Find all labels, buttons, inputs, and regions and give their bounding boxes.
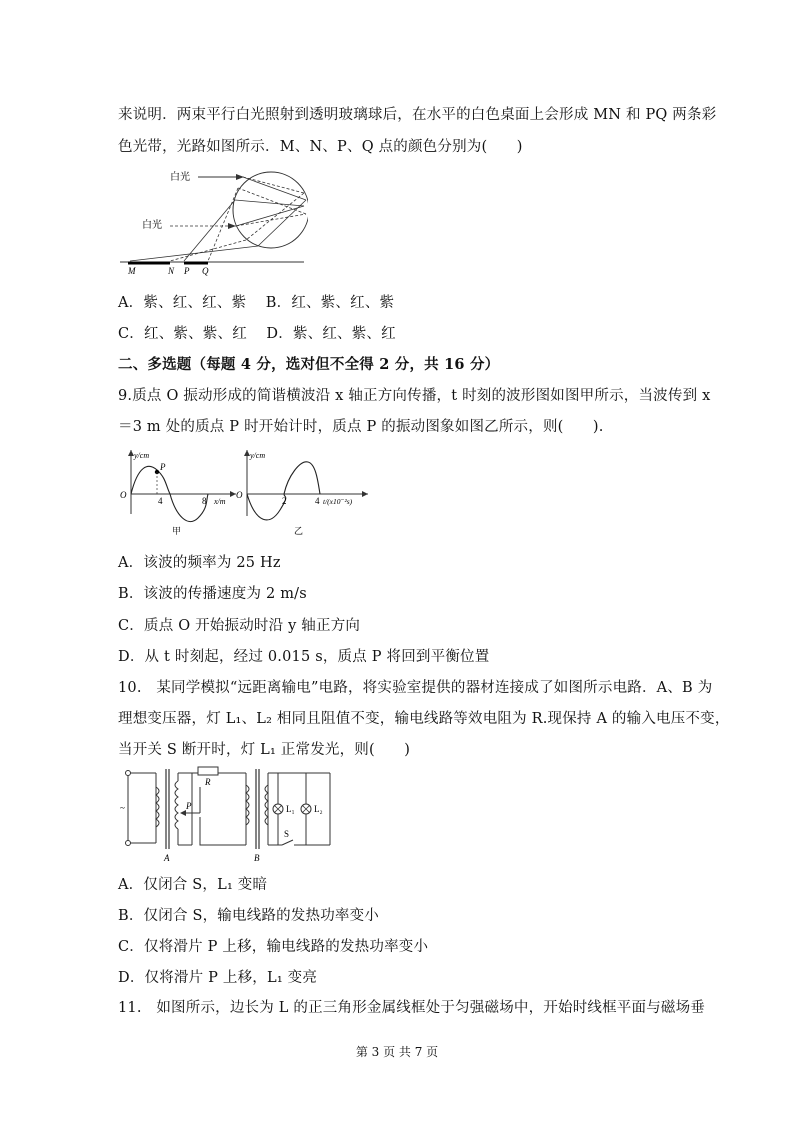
q9-yi-tick4: 4 [315,496,320,506]
q9-wave-graph-jia [118,446,243,538]
q8-label-P: P [184,266,190,276]
q9-yi-tick2: 2 [282,496,287,506]
q9-stem-line1: 9.质点 O 振动形成的简谐横波沿 x 轴正方向传播，t 时刻的波形图如图甲所示，当波传到 x [118,388,711,404]
q9-jia-ylabel: y/cm [134,451,150,460]
q8-stem-line2: 色光带，光路如图所示．M、N、P、Q 点的颜色分别为( ) [118,139,523,155]
q9-yi-origin: O [236,490,243,500]
q10-label-R: R [205,777,211,787]
section2-title: 二、多选题（每题 4 分，选对但不全得 2 分，共 16 分） [118,356,500,373]
q10-option-b: B．仅闭合 S，输电线路的发热功率变小 [118,908,379,924]
q10-label-B: B [254,853,260,863]
q9-jia-origin: O [120,490,127,500]
q10-label-S: S [284,829,290,839]
q10-label-L1: L₁ [286,804,295,814]
q9-yi-ylabel: y/cm [250,451,266,460]
q10-option-c: C．仅将滑片 P 上移，输电线路的发热功率变小 [118,939,429,955]
q11-stem-line1: 11. 如图所示，边长为 L 的正三角形金属线框处于匀强磁场中，开始时线框平面与磁场垂 [118,1000,706,1016]
q9-jia-tick4: 4 [158,496,163,506]
q9-stem-line2: ＝3 m 处的质点 P 时开始计时，质点 P 的振动图象如图乙所示，则( ). [118,419,604,435]
q10-label-P: P [186,801,192,811]
q8-label-N: N [168,266,175,276]
q9-jia-tick8: 8 [202,496,207,506]
q9-jia-xlabel: x/m [214,497,226,506]
q8-label-Q: Q [202,266,209,276]
q9-yi-xlabel: t/(x10⁻²s) [323,497,353,506]
q8-label-white-light-left: 白光 [142,220,162,231]
q9-option-a: A．该波的频率为 25 Hz [118,555,281,571]
q10-option-d: D．仅将滑片 P 上移，L₁ 变亮 [118,970,318,986]
q8-options-row1: A．紫、红、红、紫 B．红、紫、红、紫 [118,295,395,311]
q10-label-L2: L₂ [314,804,323,814]
page-footer: 第 3 页 共 7 页 [355,1045,439,1059]
q9-yi-origin-wrap [110,480,124,500]
q10-circuit-figure [118,765,343,867]
q10-ac-source: ~ [120,803,125,813]
q9-option-b: B．该波的传播速度为 2 m/s [118,586,307,602]
q10-stem-line1: 10. 某同学模拟“远距离输电”电路，将实验室提供的器材连接成了如图所示电路．A、B 为 [118,680,713,696]
q8-label-M: M [128,266,136,276]
q8-options-row2: C．红、紫、紫、红 D．紫、红、紫、红 [118,326,396,342]
q9-vibration-graph-yi [236,446,374,538]
q10-label-A: A [164,853,170,863]
q8-label-white-light-top: 白光 [170,172,190,183]
q10-stem-line3: 当开关 S 断开时，灯 L₁ 正常发光，则( ) [118,742,411,758]
q10-stem-line2: 理想变压器，灯 L₁、L₂ 相同且阻值不变，输电线路等效电阻为 R.现保持 A 的输入电压不变， [118,711,730,727]
q8-stem-line1: 来说明．两束平行白光照射到透明玻璃球后，在水平的白色桌面上会形成 MN 和 PQ 两条彩 [118,107,717,123]
q10-option-a: A．仅闭合 S，L₁ 变暗 [118,877,268,893]
q9-yi-caption: 乙 [294,526,304,536]
q8-optics-figure [118,160,308,278]
q9-jia-point-P: P [160,462,166,472]
q9-jia-caption: 甲 [172,526,182,536]
q9-option-c: C．质点 O 开始振动时沿 y 轴正方向 [118,618,361,634]
q9-option-d: D．从 t 时刻起，经过 0.015 s，质点 P 将回到平衡位置 [118,649,490,665]
